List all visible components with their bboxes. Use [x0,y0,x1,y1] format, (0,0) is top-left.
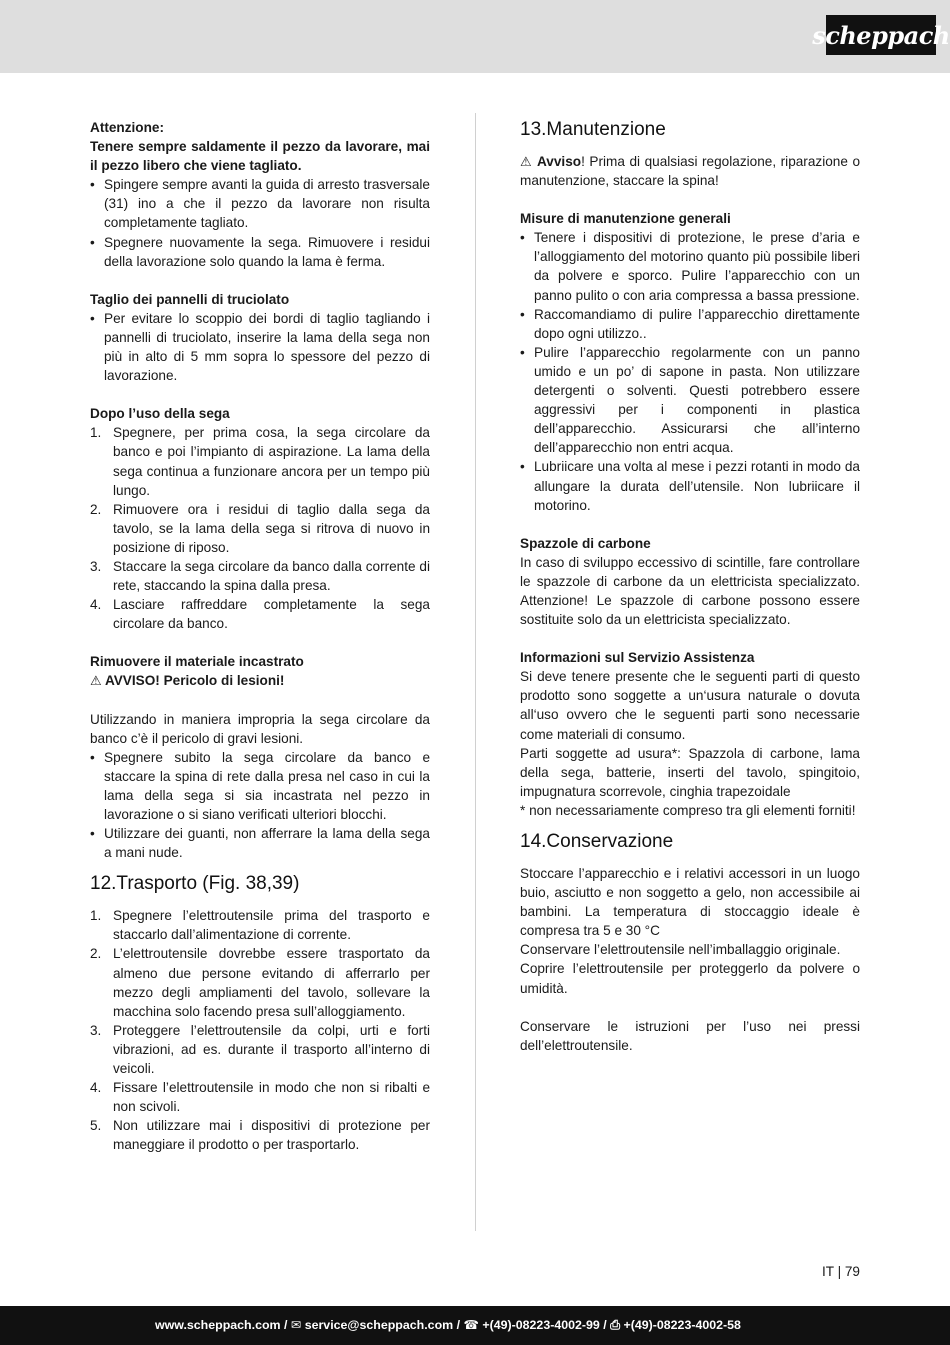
section-heading-transport: 12.Trasporto (Fig. 38,39) [90,873,300,895]
storage-text: Conservare le istruzioni per l’uso nei pressi dell’elettroutensile. [520,1018,860,1053]
after-use-steps [90,423,430,633]
header-band [0,0,950,73]
list-item: • Tenere i dispositivi di protezione, le prese d’aria e l’alloggiamento del motorino quanto più possibile liberi da polvere e sporco. Pulire l’apparecchio con un panno pulito o con aria compressa a bassa pressione. [520,228,860,304]
storage-text: Coprire l’elettroutensile per proteggerlo da polvere o umidità. [520,961,860,996]
list-item: 5. Non utilizzare mai i dispositivi di protezione per maneggiare il prodotto o per trasportarlo. [90,1118,430,1153]
list-item: 2. L’elettroutensile dovrebbe essere trasportato da almeno due persone evitando di afferrarlo per mezzo degli ampliamenti del tavolo, sollevare la macchina solo facendo presa sull’alloggiamento. [90,946,430,1019]
maintenance-warning: ⚠ Avviso! Prima di qualsiasi regolazione, riparazione o manutenzione, staccare la spina! [520,154,861,189]
transport-steps [90,906,430,1154]
brand-logo [812,15,950,55]
list-item: • Raccomandiamo di pulire l’apparecchio direttamente dopo ogni utilizzo.. [520,305,860,343]
brand-name: scheppach [812,20,950,50]
list-item: • Spegnere nuovamente la sega. Rimuovere i residui della lavorazione solo quando la lama è ferma. [90,233,430,271]
chipboard-bullets [90,309,430,385]
list-item: • Spegnere subito la sega circolare da banco e staccare la spina di rete dalla presa nel caso in cui la lama della sega si sia incastrata nel pezzo in lavorazione o si siano verificati ulteriori blocchi. [90,748,430,824]
list-item: 3. Proteggere l’elettroutensile da colpi, urti e forti vibrazioni, ad es. durante il trasporto all’interno di veicoli. [90,1022,430,1077]
warning-icon: ⚠ [90,673,102,689]
section-heading-maintenance: 13.Manutenzione [520,119,666,140]
attention-bullets [90,175,430,270]
right-column [520,118,860,1055]
general-bullets [520,228,860,514]
list-item: 4. Fissare l’elettroutensile in modo che non si ribalti e non scivoli. [90,1080,430,1115]
storage-text: Conservare l’elettroutensile nell’imballaggio originale. [520,942,841,958]
list-item: • Per evitare lo scoppio dei bordi di taglio tagliando i pannelli di truciolato, inserire la lama della sega non più in alto di 5 mm sopra lo spessore del pezzo di lavorazione. [90,309,430,385]
jammed-warning: ⚠ AVVISO! Pericolo di lesioni! [90,673,285,689]
section-heading-storage: 14.Conservazione [520,831,674,852]
after-use-heading: Dopo l’uso della sega [90,406,230,422]
attention-label: Attenzione: [90,120,165,135]
list-item: • Utilizzare dei guanti, non afferrare la lama della sega a mani nude. [90,824,430,862]
general-heading: Misure di manutenzione generali [520,211,731,227]
list-item: 4. Lasciare raffreddare completamente la sega circolare da banco. [90,597,430,632]
service-text: Si deve tenere presente che le seguenti parti di questo prodotto sono soggette a un‘usura naturale o dovuta all‘uso ovvero che le seguenti parti sono necessarie come materiali di consumo. [520,669,860,742]
jammed-heading: Rimuovere il materiale incastrato [90,654,304,670]
brushes-text: In caso di sviluppo eccessivo di scintille, fare controllare le spazzole di carbone da un elettricista specializzato. Attenzione! Le spazzole di carbone possono essere sostituite solo da un elettricista specializzato. [520,554,860,628]
list-item: 2. Rimuovere ora i residui di taglio dalla sega da tavolo, se la lama della sega si ritrova di nuovo in posizione di riposo. [90,501,430,555]
list-item: 1. Spegnere l’elettroutensile prima del trasporto e staccarlo dall’alimentazione di corrente. [90,908,430,943]
jammed-intro: Utilizzando in maniera impropria la sega circolare da banco c’è il pericolo di gravi lesioni. [90,711,430,746]
jammed-bullets [90,748,430,863]
footer-contact: www.scheppach.com / ✉ service@scheppach.com / ☎ +(49)-08223-4002-99 / ⎙ +(49)-08223-4002-58 [155,1318,741,1332]
list-item: 1. Spegnere, per prima cosa, la sega circolare da banco e poi l’impianto di aspirazione. La lama della sega continua a funzionare ancora per un tempo più lungo. [90,425,430,498]
list-item: 3. Staccare la sega circolare da banco dalla corrente di rete, staccando la spina dalla presa. [90,558,430,594]
service-wear-parts: Parti soggette ad usura*: Spazzola di carbone, lama della sega, batterie, inserti del tavolo, spingitoio, impugnatura scorrevole, cinghia trapezoidale [520,745,860,799]
warning-icon: ⚠ [520,154,533,169]
list-item: • Spingere sempre avanti la guida di arresto trasversale (31) ino a che il pezzo da lavorare non risulta completamente tagliato. [90,175,430,232]
list-item: • Pulire l’apparecchio regolarmente con un panno umido e un po’ di sapone in pasta. Non utilizzare detergenti o solventi. Questi potrebbero essere aggressivi per i componenti in plastica dell’apparecchio. Assicurarsi che all’interno dell’apparecchio non entri acqua. [520,343,860,458]
brushes-heading: Spazzole di carbone [520,535,651,551]
left-column [90,118,430,1155]
service-footnote: * non necessariamente compreso tra gli elementi forniti! [520,802,856,818]
page-number: IT | 79 [821,1264,860,1279]
service-heading: Informazioni sul Servizio Assistenza [520,650,755,666]
attention-text: Tenere sempre saldamente il pezzo da lavorare, mai il pezzo libero che viene tagliato. [90,139,430,174]
list-item: • Lubriicare una volta al mese i pezzi rotanti in modo da allungare la durata dell’utensile. Non lubriicare il motorino. [520,457,860,514]
chipboard-heading: Taglio dei pannelli di truciolato [90,291,290,307]
column-divider [475,113,476,1231]
storage-text: Stoccare l’apparecchio e i relativi accessori in un luogo buio, asciutto e non soggetto a gelo, non accessibile ai bambini. La temperatura di stoccaggio ideale è compresa tra 5 e 30 °C [520,866,860,939]
